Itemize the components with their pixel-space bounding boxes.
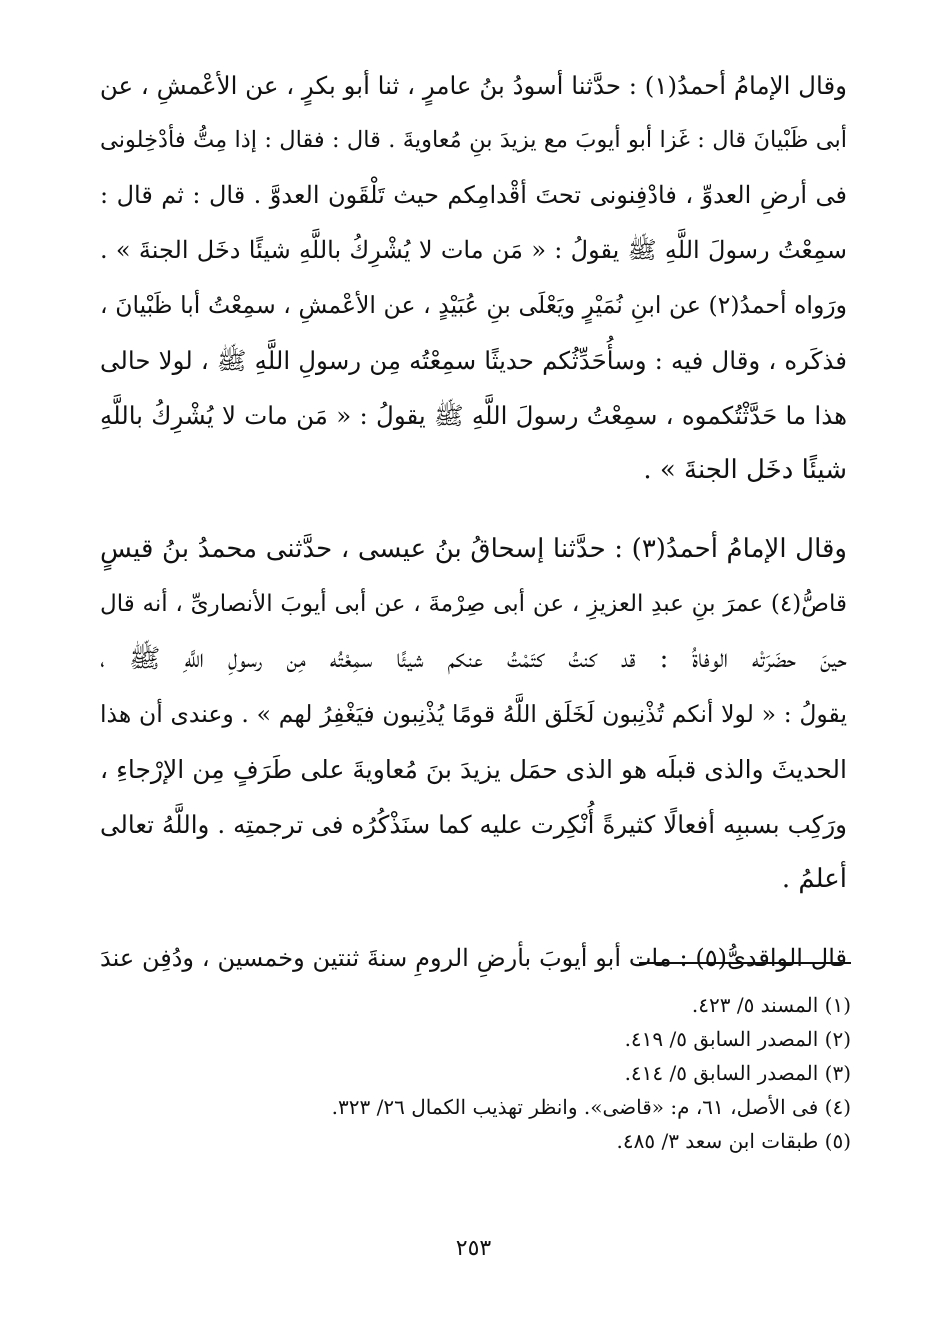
text-line: شيئًا دخَل الجنةَ » . <box>643 455 847 485</box>
footnote: (٤) فى الأصل، ٦١، م: «قاضى». وانظر تهذيب الكمال ٢٦/ ٣٢٣. <box>331 1095 851 1119</box>
text-line: حينَ حضَرَتْه الوفاةُ : قد كنتُ كتَمْتُ عنكم شيئًا سمِعْتُه مِن رسولِ اللَّهِ ﷺ ، <box>100 644 847 674</box>
text-line: هذا ما حَدَّثْتُكموه ، سمِعْتُ رسولَ اللَّهِ ﷺ يقولُ : « مَن مات لا يُشْرِكُ باللَّهِ <box>100 401 847 430</box>
paragraph-gap <box>100 907 847 931</box>
footnote: (٥) طبقات ابن سعد ٣/ ٤٨٥. <box>616 1129 851 1153</box>
paragraph <box>100 931 847 986</box>
text-line: يقولُ : « لولا أنكم تُذْنِبون لَخَلَق اللَّهُ قومًا يُذْنِبون فيَغْفِرُ لهم » . وعندى أن هذا <box>100 700 847 728</box>
footnote: (٢) المصدر السابق ٥/ ٤١٩. <box>624 1027 851 1051</box>
paragraph <box>100 522 847 907</box>
text-line: وقال الإمامُ أحمدُ(١) : حدَّثنا أسودُ بنُ عامرٍ ، ثنا أبو بكرٍ ، عن الأعْمشِ ، عن <box>100 71 847 100</box>
footnote-separator <box>639 962 851 964</box>
text-line: قال الواقدىُّ(٥) : مات أبو أيوبَ بأرضِ الرومِ سنةَ ثنتين وخمسين ، ودُفِن عندَ <box>100 944 847 972</box>
page-number: ٢٥٣ <box>455 1236 492 1261</box>
text-line: ورَكِب بسببِه أفعالًا كثيرةً أُنْكِرت عليه كما سنَذْكُرُه فى ترجمتِه . واللَّهُ تعالى <box>100 810 847 839</box>
paragraph <box>100 58 847 498</box>
footnote: (١) المسند ٥/ ٤٢٣. <box>691 993 851 1017</box>
paragraph-gap <box>100 498 847 522</box>
footnote: (٣) المصدر السابق ٥/ ٤١٤. <box>624 1061 851 1085</box>
main-text <box>100 58 847 986</box>
text-line: فذكَره ، وقال فيه : وسأُحَدِّثُكم حديثًا سمِعْتُه مِن رسولِ اللَّهِ ﷺ ، لولا حالى <box>100 346 847 375</box>
text-line: وقال الإمامُ أحمدُ(٣) : حدَّثنا إسحاقُ بنُ عيسى ، حدَّثنى محمدُ بنُ قيسٍ <box>100 534 847 564</box>
text-line: قاصُّ(٤) عمرَ بنِ عبدِ العزيزِ ، عن أبى صِرْمةَ ، عن أبى أيوبَ الأنصارىِّ ، أنه قال <box>100 591 847 617</box>
footnotes <box>100 988 851 1158</box>
text-line: أعلمُ . <box>781 864 847 894</box>
text-line: الحديثَ والذى قبلَه هو الذى حمَل يزيدَ بنَ مُعاويةَ على طَرَفٍ مِن الإرْجاءِ ، <box>100 755 847 784</box>
text-line: ورَواه أحمدُ(٢) عن ابنِ نُمَيْرٍ ويَعْلَى بنِ عُبَيْدٍ ، عن الأعْمشِ ، سمِعْتُ أبا ظَبْيانَ ، <box>100 291 847 319</box>
text-line: أبى ظَبْيانَ قال : غَزا أبو أيوبَ مع يزيدَ بنِ مُعاويةَ . قال : فقال : إذا مِتُّ فأدْخِلونى <box>100 127 847 153</box>
text-line: سمِعْتُ رسولَ اللَّهِ ﷺ يقولُ : « مَن مات لا يُشْرِكُ باللَّهِ شيئًا دخَل الجنةَ » . <box>100 236 847 264</box>
text-line: فى أرضِ العدوِّ ، فادْفِنونى تحتَ أقْدامِكم حيث تَلْقَون العدوَّ . قال : ثم قال : <box>100 181 847 209</box>
